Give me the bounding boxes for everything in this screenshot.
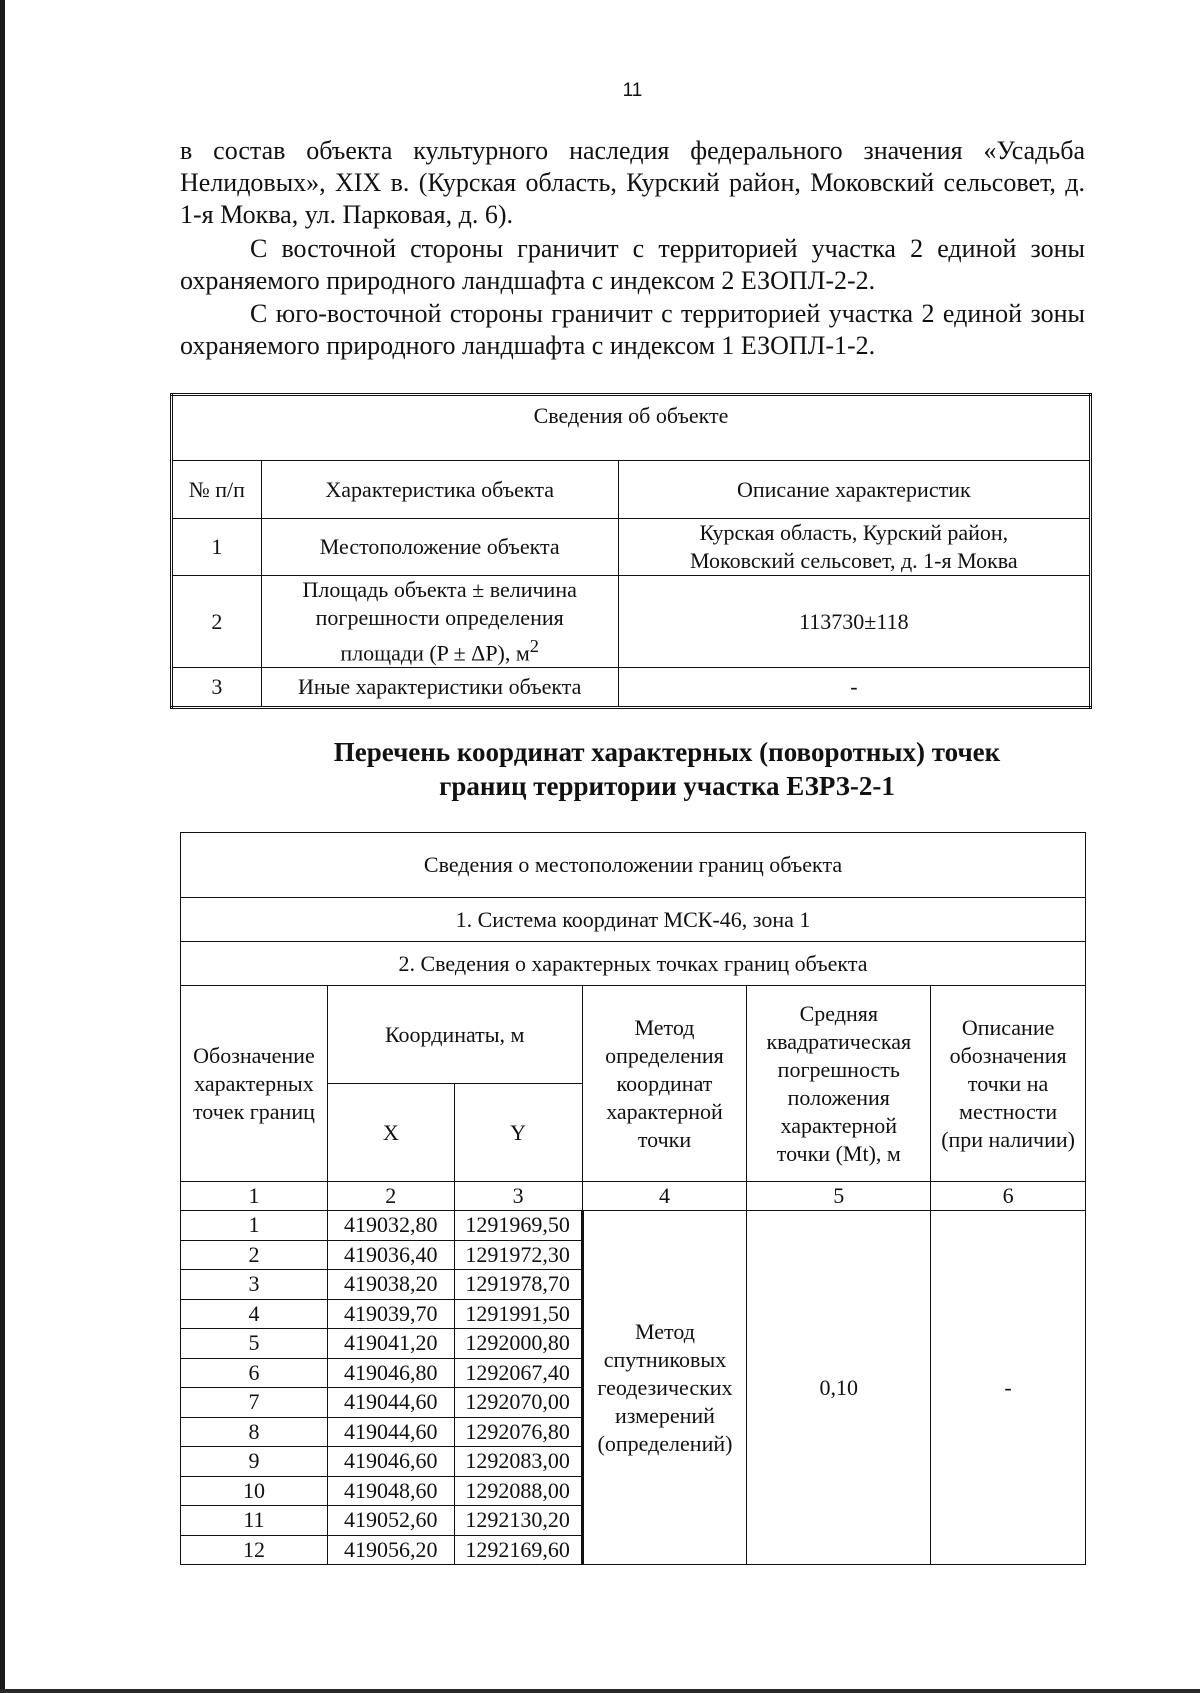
coordinates-table	[180, 832, 1086, 1565]
coordinate-rows	[181, 1211, 1086, 1565]
col-accuracy	[747, 986, 931, 1182]
column-number: 5	[747, 1182, 931, 1211]
table-row	[172, 668, 1091, 708]
point-number: 12	[181, 1535, 328, 1565]
x-coordinate: 419052,60	[327, 1506, 454, 1536]
column-number: 6	[931, 1182, 1086, 1211]
header-line: (при наличии)	[941, 1126, 1075, 1152]
point-number: 5	[181, 1329, 328, 1359]
table-row	[172, 576, 1091, 668]
y-coordinate: 1292130,20	[454, 1506, 582, 1536]
row-num: 2	[172, 576, 262, 668]
method-line: измерений	[615, 1402, 715, 1428]
col-method	[582, 986, 747, 1182]
row-name: Иные характеристики объекта	[261, 668, 618, 708]
description-cell: -	[931, 1211, 1086, 1565]
col-coordinates: Координаты, м	[327, 986, 582, 1084]
point-number: 6	[181, 1358, 328, 1388]
coords-table-title: Сведения о местоположении границ объекта	[181, 833, 1086, 898]
method-line: (определений)	[597, 1430, 733, 1456]
y-coordinate: 1292088,00	[454, 1476, 582, 1506]
row-num: 3	[172, 668, 262, 708]
object-info-table	[170, 393, 1092, 709]
y-coordinate: 1292070,00	[454, 1388, 582, 1418]
column-number: 4	[582, 1182, 747, 1211]
header-line: характерной	[780, 1112, 898, 1138]
y-coordinate: 1292169,60	[454, 1535, 582, 1565]
row-num: 1	[172, 519, 262, 576]
table-row	[181, 1211, 1086, 1241]
row-value: -	[618, 668, 1090, 708]
header-line: характерной	[606, 1098, 723, 1124]
point-number: 10	[181, 1476, 328, 1506]
column-number: 3	[454, 1182, 582, 1211]
y-coordinate: 1291972,30	[454, 1240, 582, 1270]
header-line: характерных	[194, 1070, 314, 1096]
point-number: 7	[181, 1388, 328, 1418]
page-number: 11	[622, 80, 643, 101]
y-coordinate: 1291991,50	[454, 1299, 582, 1329]
y-coordinate: 1292067,40	[454, 1358, 582, 1388]
points-title: 2. Сведения о характерных точках границ объекта	[181, 942, 1086, 986]
area-label: площади (P ± ΔP), м	[340, 640, 530, 666]
x-coordinate: 419041,20	[327, 1329, 454, 1359]
header-description: Описание характеристик	[618, 461, 1090, 519]
heading-line: Перечень координат характерных (поворотных) точек	[333, 737, 1001, 767]
col-y: Y	[454, 1084, 582, 1182]
x-coordinate: 419044,60	[327, 1417, 454, 1447]
header-line: точек границ	[192, 1098, 315, 1124]
method-line: Метод	[635, 1318, 695, 1344]
value-line: Курская область, Курский район,	[699, 520, 1009, 545]
header-line: Средняя	[799, 1000, 878, 1026]
heading-line: границ территории участка ЕЗРЗ-2-1	[439, 771, 895, 801]
col-description	[931, 986, 1086, 1182]
header-line: обозначения	[949, 1042, 1067, 1068]
header-line: местности	[959, 1098, 1058, 1124]
header-line: точки	[637, 1126, 692, 1152]
header-line: точки (Mt), м	[776, 1140, 901, 1166]
point-number: 11	[181, 1506, 328, 1536]
method-line: спутниковых	[603, 1346, 727, 1372]
name-line: погрешности определения	[315, 605, 564, 630]
x-coordinate: 419039,70	[327, 1299, 454, 1329]
point-number: 9	[181, 1447, 328, 1477]
x-coordinate: 419044,60	[327, 1388, 454, 1418]
table-row	[172, 519, 1091, 576]
column-number: 2	[327, 1182, 454, 1211]
header-line: погрешность	[777, 1056, 900, 1082]
col-x: X	[327, 1084, 454, 1182]
x-coordinate: 419056,20	[327, 1535, 454, 1565]
point-number: 3	[181, 1270, 328, 1300]
name-line: Площадь объекта ± величина	[302, 577, 577, 602]
row-value	[618, 519, 1090, 576]
accuracy-cell: 0,10	[747, 1211, 931, 1565]
x-coordinate: 419048,60	[327, 1476, 454, 1506]
method-cell	[582, 1211, 747, 1565]
column-number: 1	[181, 1182, 328, 1211]
coordinate-system: 1. Система координат МСК-46, зона 1	[181, 898, 1086, 942]
column-numbers-row	[181, 1182, 1086, 1211]
row-value: 113730±118	[618, 576, 1090, 668]
method-line: геодезических	[597, 1374, 733, 1400]
header-line: квадратическая	[766, 1028, 912, 1054]
point-number: 2	[181, 1240, 328, 1270]
header-line: точки на	[967, 1070, 1049, 1096]
header-line: положения	[787, 1084, 890, 1110]
y-coordinate: 1292083,00	[454, 1447, 582, 1477]
row-name	[261, 576, 618, 668]
x-coordinate: 419036,40	[327, 1240, 454, 1270]
header-characteristic: Характеристика объекта	[261, 461, 618, 519]
header-line: определения	[605, 1042, 724, 1068]
paragraph-1: в состав объекта культурного наследия федерального значения «Усадьба Нелидовых», XIX в. (Курская область, Курский район, Моковский сельсовет, д. 1-я Моква, ул. Парковая, д. 6).	[180, 136, 1085, 229]
header-line: Описание	[961, 1014, 1055, 1040]
x-coordinate: 419046,60	[327, 1447, 454, 1477]
point-number: 4	[181, 1299, 328, 1329]
point-number: 1	[181, 1211, 328, 1241]
row-name: Местоположение объекта	[261, 519, 618, 576]
point-number: 8	[181, 1417, 328, 1447]
y-coordinate: 1292076,80	[454, 1417, 582, 1447]
x-coordinate: 419038,20	[327, 1270, 454, 1300]
area-unit-superscript: 2	[529, 636, 539, 656]
y-coordinate: 1291978,70	[454, 1270, 582, 1300]
header-line: Метод	[634, 1014, 695, 1040]
col-point-label	[181, 986, 328, 1182]
scan-edge-bottom	[0, 1689, 1200, 1693]
header-line: координат	[616, 1070, 713, 1096]
section-heading	[170, 735, 1164, 803]
x-coordinate: 419046,80	[327, 1358, 454, 1388]
object-table-title: Сведения об объекте	[172, 395, 1091, 461]
paragraph-2: С восточной стороны граничит с территорией участка 2 единой зоны охраняемого природного ландшафта с индексом 2 ЕЗОПЛ-2-2.	[180, 234, 1085, 295]
scan-edge	[0, 0, 5, 1693]
paragraph-3: С юго-восточной стороны граничит с территорией участка 2 единой зоны охраняемого природного ландшафта с индексом 1 ЕЗОПЛ-1-2.	[180, 299, 1085, 360]
x-coordinate: 419032,80	[327, 1211, 454, 1241]
value-line: Моковский сельсовет, д. 1-я Моква	[690, 548, 1018, 573]
header-line: Обозначение	[193, 1042, 315, 1068]
name-line	[266, 632, 614, 667]
y-coordinate: 1292000,80	[454, 1329, 582, 1359]
y-coordinate: 1291969,50	[454, 1211, 582, 1241]
header-num: № п/п	[172, 461, 262, 519]
